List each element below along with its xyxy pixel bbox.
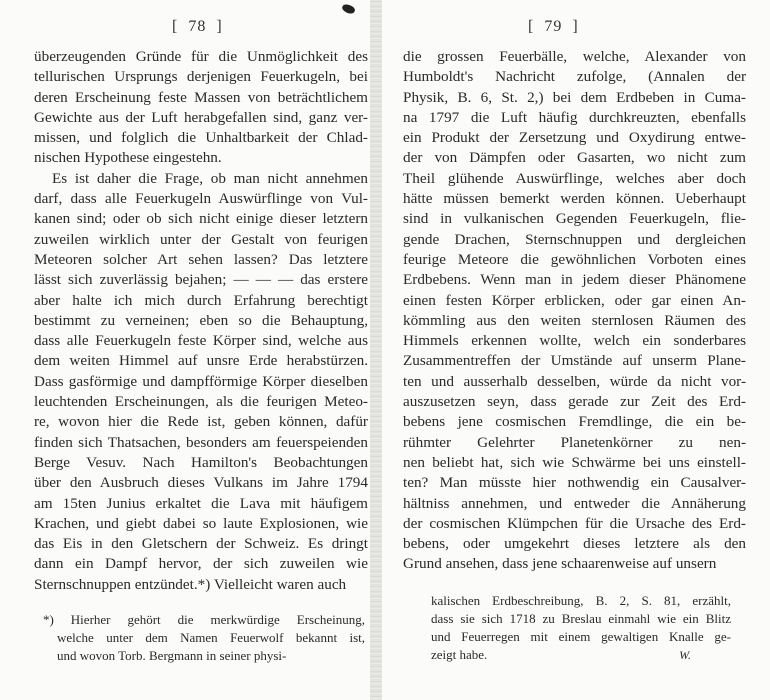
text-line: welche unter dem Namen Feuerwolf bekannt ist, bbox=[57, 630, 365, 645]
text-line: tellurischen Ursprungs derjenigen Feuerkugeln, bei bbox=[34, 68, 368, 86]
footnote-signature: W. bbox=[679, 648, 691, 662]
text-line: Krachen, und giebt dabei so laute Explosionen, wie bbox=[34, 514, 368, 532]
text-line: Gewichte aus der Luft herabgefallen sind, ganz ver- bbox=[34, 108, 368, 126]
text-line: feurige Meteore die gewöhnlichen Vorboten eines bbox=[403, 250, 746, 268]
text-line: bebens, oder umgekehrt dieses letztere als den bbox=[403, 535, 746, 553]
text-line: die grossen Feuerbälle, welche, Alexander von bbox=[403, 48, 746, 65]
text-line: missen, und folglich die Unhaltbarkeit der Chlad- bbox=[34, 129, 368, 147]
text-line: Humboldt's Nachricht zufolge, (Annalen der bbox=[403, 68, 746, 86]
text-line: ten und ausserhalb desselben, würde da nicht vor- bbox=[403, 372, 746, 390]
text-line: Erdbebens. Wenn man in jedem dieser Phänomene bbox=[403, 271, 746, 289]
text-line: Berge Vesuv. Nach Hamilton's Beobachtungen bbox=[34, 453, 368, 471]
page-number-left: [ 78 ] bbox=[172, 18, 223, 35]
text-line: dass sie sich 1718 zu Breslau einmahl wie ein Blitz bbox=[431, 611, 731, 626]
book-gutter bbox=[370, 0, 382, 700]
text-line: Grund ansehen, dass jene schaarenweise auf unsern bbox=[403, 555, 717, 573]
text-line: das Eis in den Gletschern der Schweiz. Es dringt bbox=[34, 535, 368, 553]
text-line: re, wovon hier die Rede ist, geben können, dafür bbox=[34, 413, 368, 431]
text-line: darf, dass alle Feuerkugeln Auswürflinge von Vul- bbox=[34, 190, 368, 208]
text-line: Physik, B. 6, St. 2,) bei dem Erdbeben in Cuma- bbox=[403, 88, 746, 106]
text-line: am 15ten Junius erkaltet die Lava mit häufigem bbox=[34, 494, 368, 512]
text-line: Himmels erkennen wollte, welch ein sonderbares bbox=[403, 332, 746, 350]
text-line: finden sich Thatsachen, besonders am feuerspeienden bbox=[34, 433, 368, 451]
right-page-footnote bbox=[431, 592, 731, 664]
right-page-body bbox=[403, 47, 746, 575]
text-line: bebens jene cosmischen Fremdlinge, die ein be- bbox=[403, 413, 746, 431]
text-line: hältniss annehmen, und entweder die Annäherung bbox=[403, 494, 746, 512]
text-line: dem weiten Himmel auf unsre Erde herabstürzen. bbox=[34, 352, 368, 370]
text-line: leuchtenden Erscheinungen, als die feurigen Meteo- bbox=[34, 393, 368, 411]
left-page-body bbox=[34, 47, 368, 595]
text-line: einen festen Körper erblicken, oder gar einen An- bbox=[403, 291, 746, 309]
text-line: über den Ausbruch dieses Vulkans im Jahre 1794 bbox=[34, 474, 368, 492]
text-line: deren Erscheinung feste Massen von beträchtlichem bbox=[34, 88, 368, 106]
text-line: hätte müssen bemerkt werden können. Ueberhaupt bbox=[403, 190, 746, 208]
text-line: lässt sich zuverlässig bejahen; — — — das erstere bbox=[34, 271, 368, 289]
text-line: dann ein Dampf hervor, der sich zuweilen wie bbox=[34, 555, 368, 573]
text-line: bestimmt zu verneinen; eben so die Behauptung, bbox=[34, 311, 368, 329]
text-line: der von Dämpfen oder Gasarten, wo nicht zum bbox=[403, 149, 746, 167]
text-line: Theil glühende Auswürflinge, welches aber doch bbox=[403, 169, 746, 187]
text-line: überzeugenden Gründe für die Unmöglichkeit des bbox=[34, 48, 368, 65]
text-line: Zusammentreffen der Umstände auf unserm Plane- bbox=[403, 352, 746, 370]
text-line: zeigt habe. bbox=[431, 647, 488, 662]
footnote-last-row bbox=[431, 646, 731, 664]
text-line: der cosmischen Klümpchen für die Ursache des Erd- bbox=[403, 514, 746, 532]
text-line: Es ist daher die Frage, ob man nicht annehmen bbox=[52, 169, 368, 187]
text-line: ein Produkt der Zersetzung und Oxydirung entwe- bbox=[403, 129, 746, 147]
right-page bbox=[388, 0, 770, 700]
text-line: ten? Man müsste hier nothwendig ein Causalver- bbox=[403, 474, 746, 492]
text-line: sind in vulkanischen Gegenden Feuerkugeln, flie- bbox=[403, 210, 746, 228]
text-line: Meteoren solcher Art sehen lassen? Das letztere bbox=[34, 250, 368, 268]
text-line: kanen sind; oder ob sich nicht einige dieser letztern bbox=[34, 210, 368, 228]
text-line: nen beliebt hat, sich wie Schwärme bei uns einstell- bbox=[403, 453, 746, 471]
text-line: dass alle Feuerkugeln feste Körper sind, welche aus bbox=[34, 332, 368, 350]
left-page bbox=[0, 0, 370, 700]
text-line: na 1797 die Luft häufig durchkreuzten, ebenfalls bbox=[403, 108, 746, 126]
text-line: rühmter Gelehrter Planetenkörner zu nen- bbox=[403, 433, 746, 451]
text-line: nischen Hypothese eingestehn. bbox=[34, 149, 222, 167]
page-number-right: [ 79 ] bbox=[528, 18, 579, 35]
text-line: kömmling aus den weiten sternlosen Räumen des bbox=[403, 311, 746, 329]
text-line: Dass gasförmige und dampfförmige Körper dieselben bbox=[34, 372, 368, 390]
left-page-footnote bbox=[43, 611, 365, 665]
text-line: Sternschnuppen entzündet.*) Vielleicht waren auch bbox=[34, 575, 347, 593]
text-line: zuweilen wirklich unter der Gestalt von feurigen bbox=[34, 230, 368, 248]
text-line: *) Hierher gehört die merkwürdige Erscheinung, bbox=[43, 612, 365, 627]
text-line: auszusetzen seyn, dass gerade zur Zeit des Erd- bbox=[403, 393, 746, 411]
text-line: und Feuerregen mit einem gewaltigen Knalle ge- bbox=[431, 629, 731, 644]
text-line: kalischen Erdbeschreibung, B. 2, S. 81, erzählt, bbox=[431, 593, 731, 608]
text-line: und wovon Torb. Bergmann in seiner physi- bbox=[57, 648, 287, 663]
text-line: gende Drachen, Sternschnuppen und dergleichen bbox=[403, 230, 746, 248]
text-line: aber halte ich mich durch Erfahrung berechtigt bbox=[34, 291, 368, 309]
